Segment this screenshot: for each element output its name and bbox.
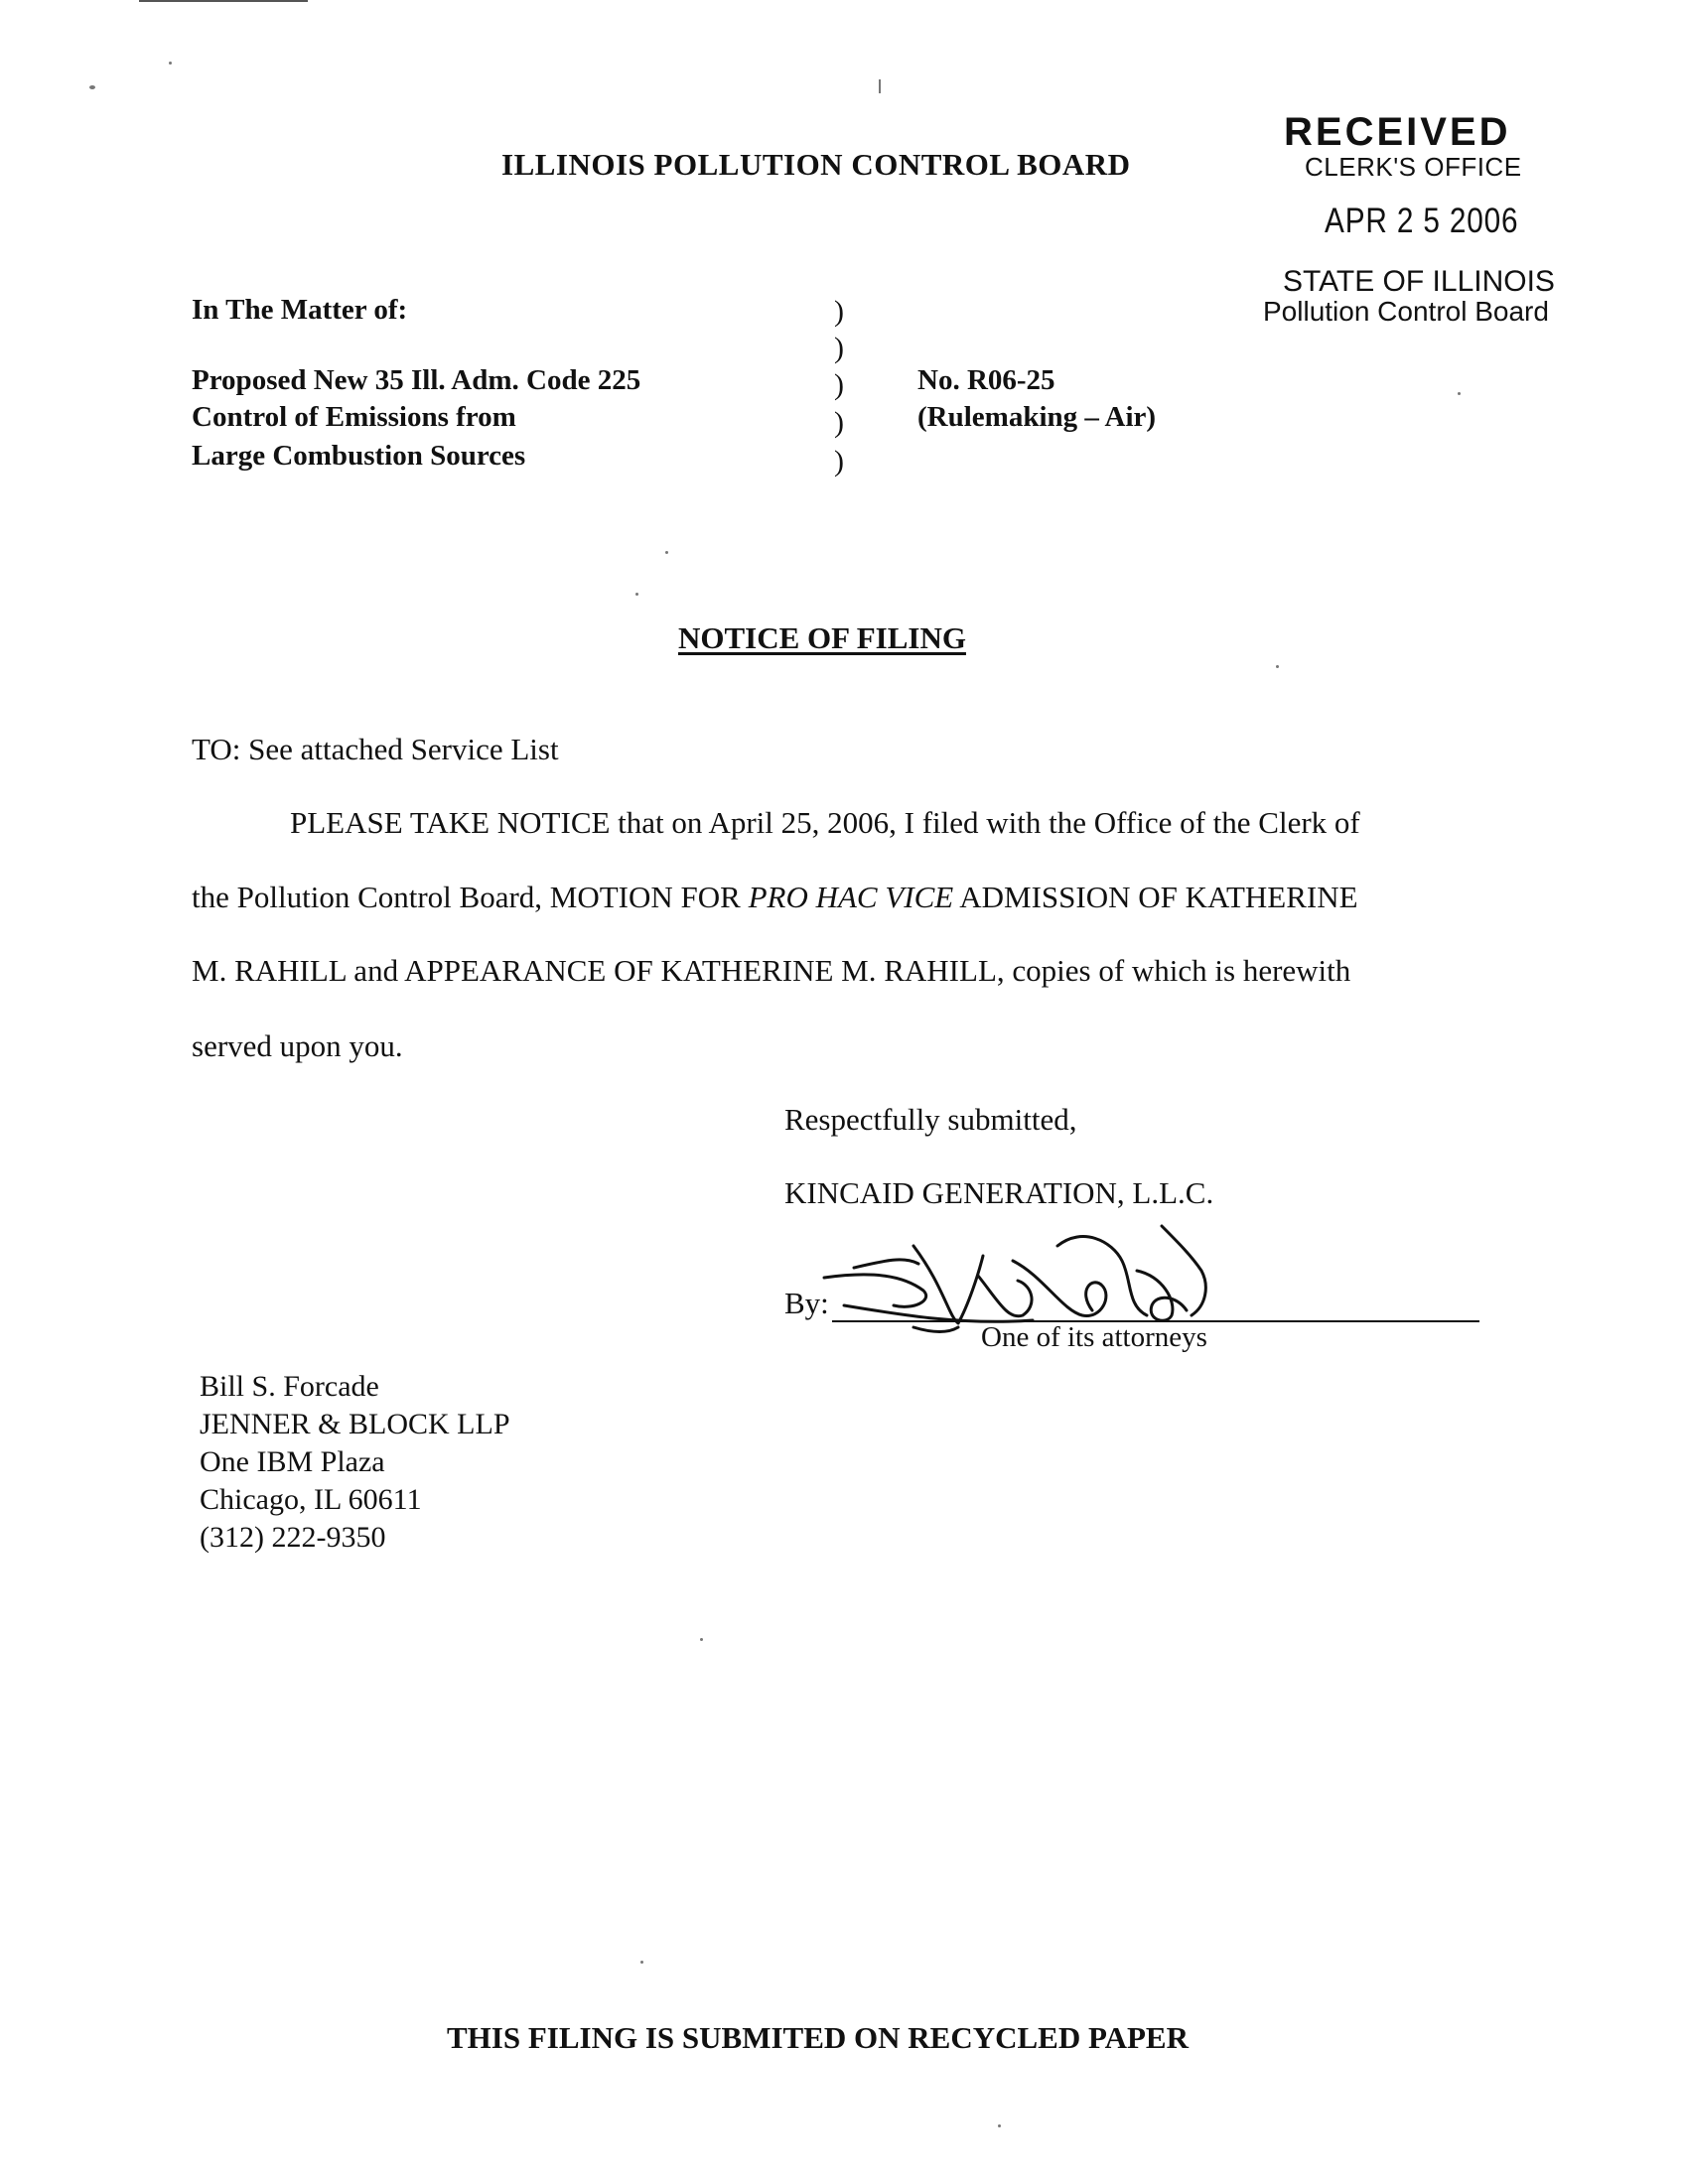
- paragraph-text: ADMISSION OF KATHERINE: [953, 880, 1358, 914]
- paragraph-line: [192, 880, 1358, 915]
- scan-speck: [635, 593, 638, 596]
- scan-mark-top-left: [139, 0, 308, 2]
- docket-type: (Rulemaking – Air): [917, 401, 1157, 433]
- by-label: By:: [784, 1286, 829, 1320]
- docket-number: No. R06-25: [917, 364, 1055, 396]
- caption-line: Control of Emissions from: [192, 401, 516, 433]
- attorney-name: Bill S. Forcade: [200, 1370, 379, 1403]
- scan-speck: [89, 85, 95, 89]
- scan-speck: [998, 2124, 1001, 2127]
- attorney-firm: JENNER & BLOCK LLP: [200, 1408, 510, 1440]
- scan-speck: [640, 1961, 643, 1964]
- scan-speck: [700, 1638, 703, 1641]
- paragraph-line: served upon you.: [192, 1028, 403, 1063]
- stamp-date: APR 2 5 2006: [1325, 202, 1519, 240]
- paragraph-italic-text: PRO HAC VICE: [748, 880, 954, 914]
- notice-title: NOTICE OF FILING: [678, 620, 966, 655]
- stamp-state: STATE OF ILLINOIS: [1283, 265, 1555, 298]
- caption-paren: ): [834, 332, 844, 364]
- recycled-paper-note: THIS FILING IS SUBMITED ON RECYCLED PAPER: [447, 2020, 1189, 2055]
- scan-speck: [1276, 665, 1279, 668]
- attorney-address-line: Chicago, IL 60611: [200, 1483, 422, 1516]
- board-title: ILLINOIS POLLUTION CONTROL BOARD: [501, 147, 1131, 182]
- stamp-board: Pollution Control Board: [1263, 296, 1549, 327]
- to-line: TO: See attached Service List: [192, 732, 559, 766]
- stamp-office: CLERK'S OFFICE: [1305, 152, 1522, 182]
- caption-paren: ): [834, 368, 844, 401]
- paragraph-line: PLEASE TAKE NOTICE that on April 25, 2006, I filed with the Office of the Clerk of: [290, 805, 1360, 840]
- scan-speck: [665, 551, 668, 554]
- closing: Respectfully submitted,: [784, 1102, 1077, 1137]
- stamp-received: RECEIVED: [1284, 110, 1511, 154]
- matter-label: In The Matter of:: [192, 294, 408, 326]
- caption-paren: ): [834, 406, 844, 439]
- handwritten-signature: [784, 1216, 1281, 1355]
- paragraph-text: the Pollution Control Board, MOTION FOR: [192, 880, 749, 914]
- paragraph-line: M. RAHILL and APPEARANCE OF KATHERINE M. RAHILL, copies of which is herewith: [192, 953, 1351, 988]
- attorney-address-line: One IBM Plaza: [200, 1445, 385, 1478]
- scan-speck: [169, 62, 172, 65]
- attorney-phone: (312) 222-9350: [200, 1521, 386, 1554]
- caption-line: Proposed New 35 Ill. Adm. Code 225: [192, 364, 641, 396]
- scan-speck: [1458, 392, 1461, 395]
- scan-speck: [879, 79, 881, 93]
- company-name: KINCAID GENERATION, L.L.C.: [784, 1175, 1214, 1210]
- caption-paren: ): [834, 295, 844, 328]
- caption-paren: ): [834, 445, 844, 478]
- signature-role: One of its attorneys: [981, 1321, 1207, 1353]
- caption-line: Large Combustion Sources: [192, 440, 526, 472]
